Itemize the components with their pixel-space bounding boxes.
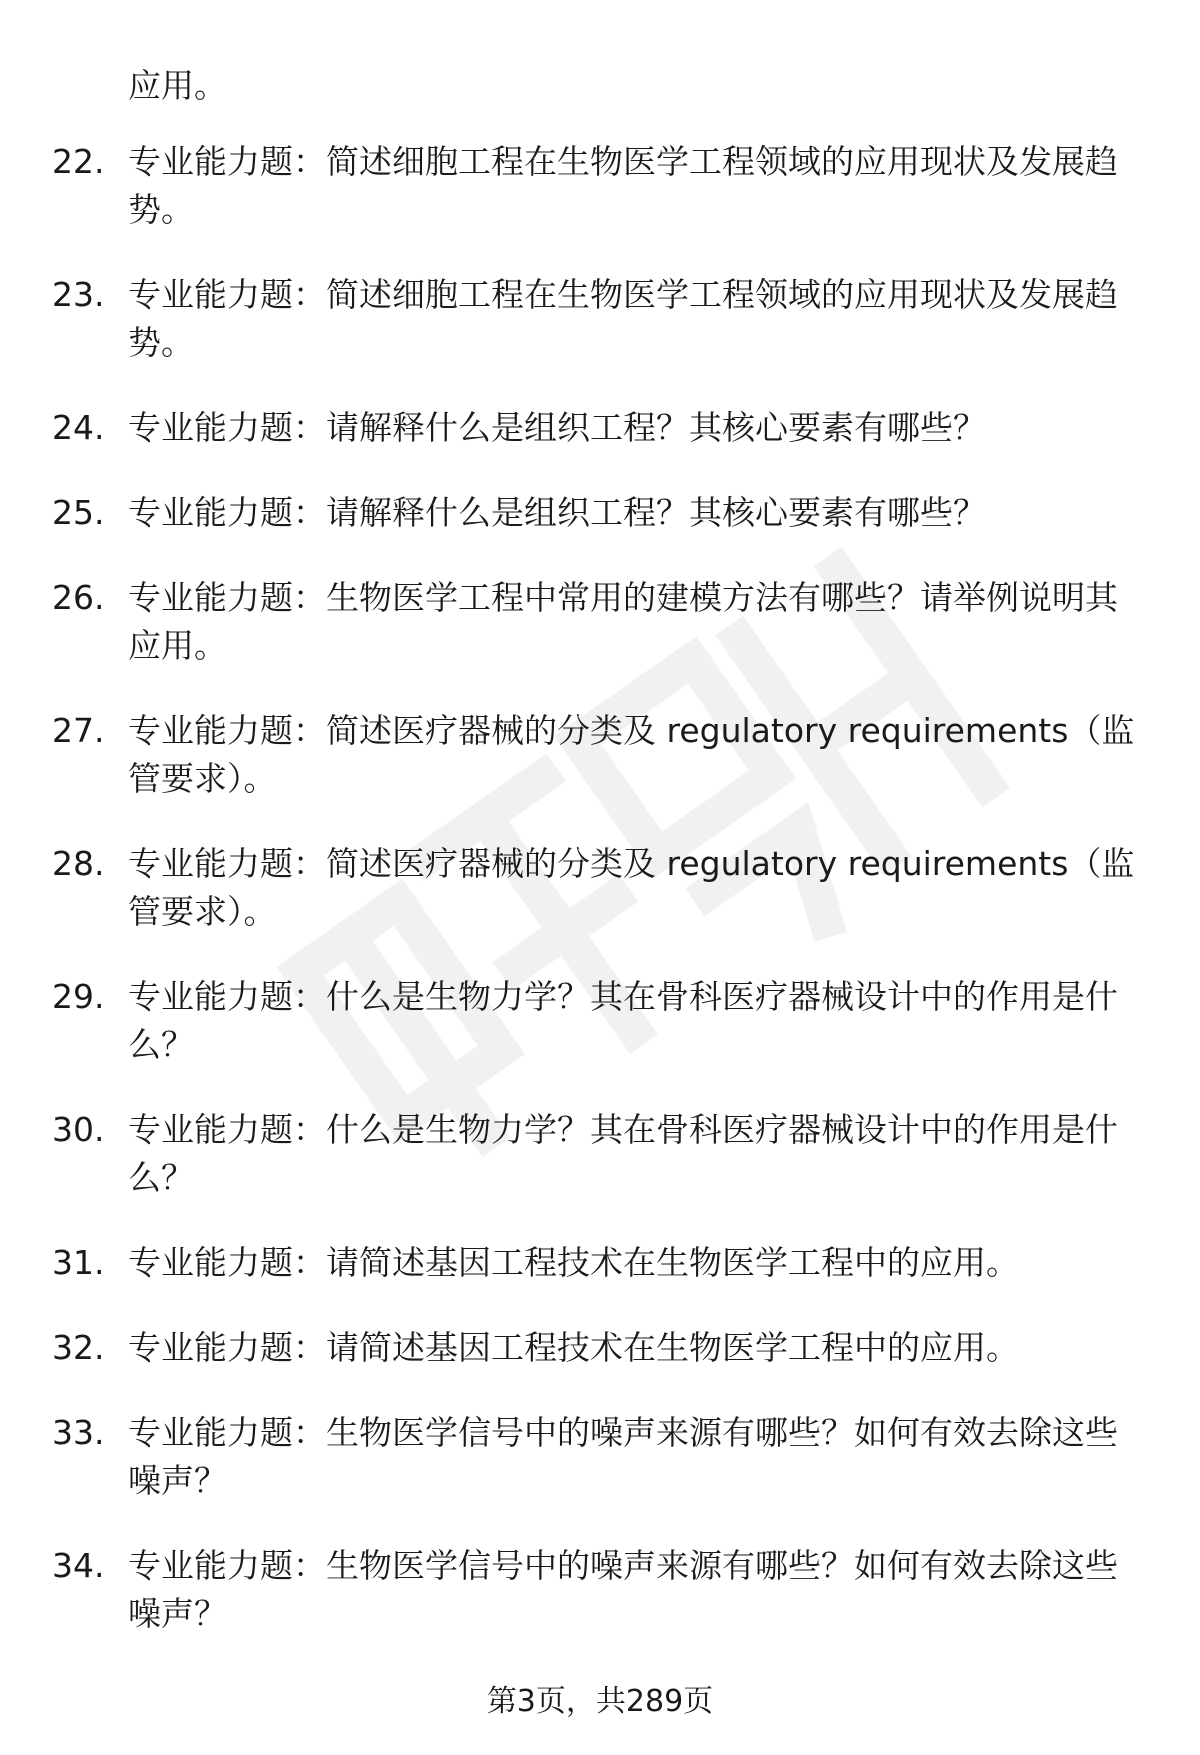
page-number-footer: 第3页，共289页 <box>486 1684 714 1719</box>
question-number: 24. <box>52 408 105 447</box>
question-text: 专业能力题：简述细胞工程在生物医学工程领域的应用现状及发展趋势。 <box>128 142 1118 229</box>
question-item <box>0 271 1200 367</box>
question-item <box>0 1239 1200 1287</box>
question-number: 32. <box>52 1328 105 1367</box>
question-text: 专业能力题：简述医疗器械的分类及 regulatory requirements（监管要求）。 <box>128 711 1135 798</box>
question-number: 29. <box>52 977 105 1016</box>
question-number: 25. <box>52 493 105 532</box>
question-number: 31. <box>52 1243 105 1282</box>
question-text: 专业能力题：请解释什么是组织工程？其核心要素有哪些？ <box>128 408 986 447</box>
question-item <box>0 574 1200 670</box>
question-text: 专业能力题：生物医学工程中常用的建模方法有哪些？请举例说明其应用。 <box>128 578 1118 665</box>
continuation-text: 应用。 <box>128 66 227 105</box>
question-text: 专业能力题：请解释什么是组织工程？其核心要素有哪些？ <box>128 493 986 532</box>
question-text: 专业能力题：简述医疗器械的分类及 regulatory requirements（监管要求）。 <box>128 844 1135 931</box>
question-number: 34. <box>52 1546 105 1585</box>
question-text: 专业能力题：简述细胞工程在生物医学工程领域的应用现状及发展趋势。 <box>128 275 1118 362</box>
question-number: 23. <box>52 275 105 314</box>
question-item <box>0 707 1200 803</box>
question-item <box>0 1409 1200 1505</box>
question-text: 专业能力题：生物医学信号中的噪声来源有哪些？如何有效去除这些噪声？ <box>128 1413 1118 1500</box>
question-number: 26. <box>52 578 105 617</box>
question-text: 专业能力题：请简述基因工程技术在生物医学工程中的应用。 <box>128 1243 1019 1282</box>
question-item <box>0 489 1200 537</box>
question-item <box>0 1542 1200 1638</box>
question-number: 27. <box>52 711 105 750</box>
question-item <box>0 973 1200 1069</box>
question-text: 专业能力题：什么是生物力学？其在骨科医疗器械设计中的作用是什么？ <box>128 1110 1118 1197</box>
question-item <box>0 1106 1200 1202</box>
question-number: 22. <box>52 142 105 181</box>
question-text: 专业能力题：什么是生物力学？其在骨科医疗器械设计中的作用是什么？ <box>128 977 1118 1064</box>
question-item <box>0 1324 1200 1372</box>
question-item <box>0 840 1200 936</box>
question-list <box>0 138 1200 1675</box>
question-item <box>0 404 1200 452</box>
question-number: 30. <box>52 1110 105 1149</box>
question-text: 专业能力题：请简述基因工程技术在生物医学工程中的应用。 <box>128 1328 1019 1367</box>
question-number: 33. <box>52 1413 105 1452</box>
question-item <box>0 138 1200 234</box>
question-number: 28. <box>52 844 105 883</box>
question-text: 专业能力题：生物医学信号中的噪声来源有哪些？如何有效去除这些噪声？ <box>128 1546 1118 1633</box>
